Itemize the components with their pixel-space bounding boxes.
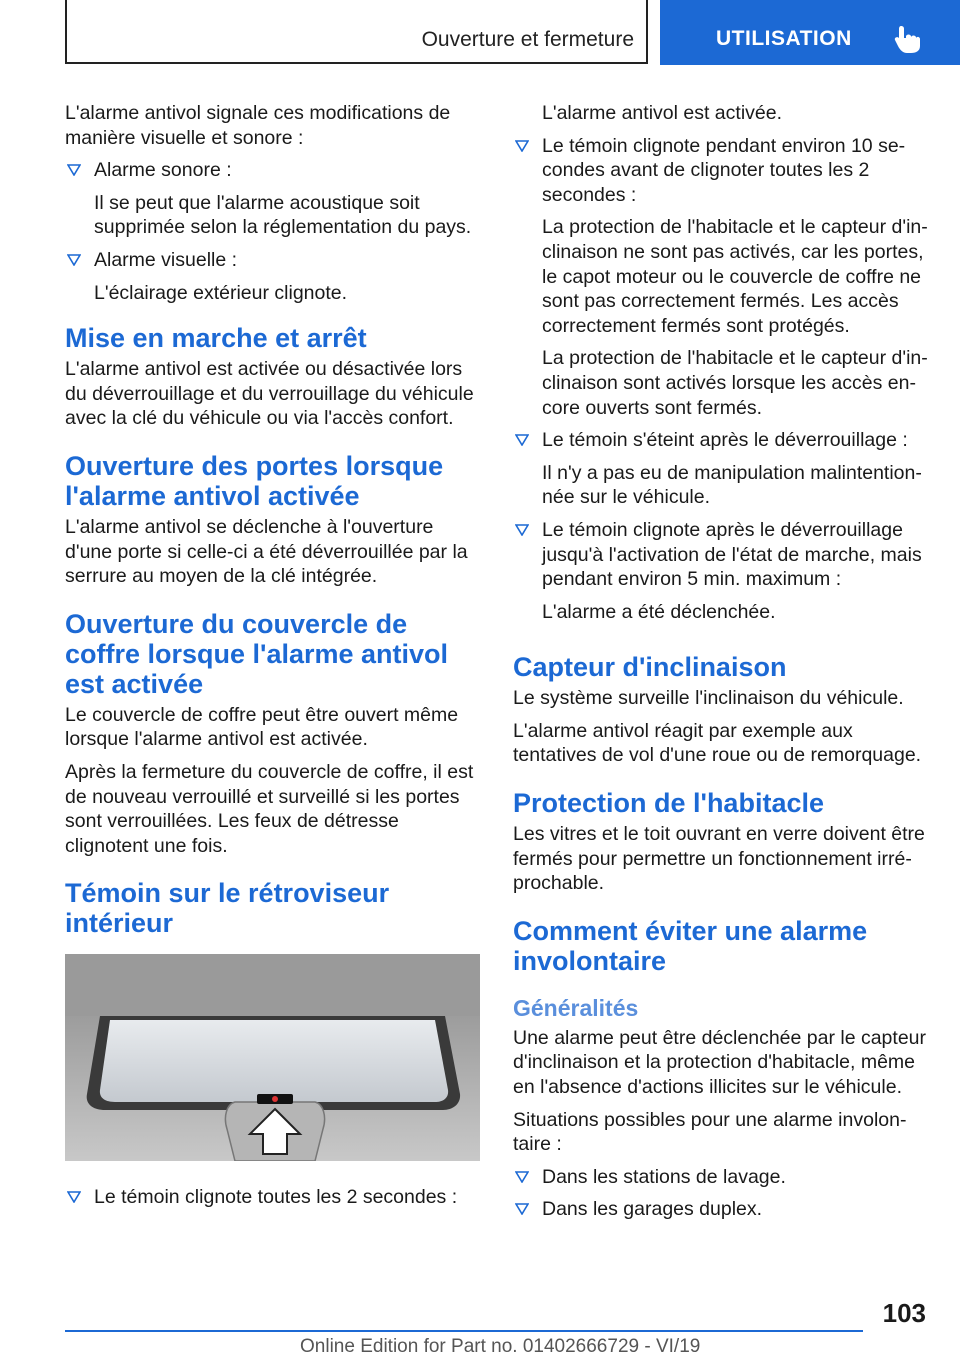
heading-doors: Ouverture des portes lorsque l'alarme antivol activée — [65, 450, 444, 511]
paragraph-trunk-1: Le couvercle de coffre peut être ouvert même lorsque l'alarme antivol est activée. — [65, 703, 459, 751]
bullet-label: Dans les garages duplex. — [542, 1198, 763, 1221]
list-item — [513, 1165, 931, 1190]
heading-general: Généralités — [513, 994, 639, 1021]
footer-rule — [65, 1330, 863, 1332]
footer-edition: Online Edition for Part no. 01402666729 - VI/19 — [300, 1336, 701, 1357]
list-item — [65, 248, 483, 273]
heading-on-off: Mise en marche et arrêt — [65, 323, 367, 354]
paragraph-general-1: Une alarme peut être déclenchée par le capteur d'inclinaison et la protection d'habitacle, même en l'absence d'actions illicites sur le véhicule. — [513, 1026, 927, 1099]
triangle-bullet-icon — [515, 434, 529, 446]
bullet-label: Le témoin s'éteint après le déverrouillage : — [542, 429, 908, 452]
bullet-label: Alarme visuelle : — [94, 248, 238, 271]
heading-tilt-sensor: Capteur d'inclinaison — [513, 652, 787, 683]
bullet-detail: L'alarme a été déclenchée. — [542, 600, 776, 623]
paragraph-cabin: Les vitres et le toit ouvrant en verre doivent être fermés pour permettre un fonctionnement irréprochable. — [513, 823, 925, 895]
bullet-detail: La protection de l'habitacle et le capteur d'inclinaison ne sont pas activés, car les portes, le capot moteur ou le couvercle de coffre ne sont pas correctement fermés. Les accès correctement fermés sont protégés. — [542, 216, 928, 337]
list-item — [513, 518, 931, 592]
page-number: 103 — [882, 1298, 926, 1328]
paragraph-tilt-2: L'alarme antivol réagit par exemple aux tentatives de vol d'une roue ou de remorquage. — [513, 719, 922, 767]
bullet-detail: L'éclairage extérieur clignote. — [94, 281, 348, 304]
left-column — [65, 101, 483, 1218]
triangle-bullet-icon — [515, 524, 529, 536]
triangle-bullet-icon — [515, 1203, 529, 1215]
intro-paragraph: L'alarme antivol signale ces modifications de manière visuelle et sonore : — [65, 102, 451, 149]
list-item — [513, 1197, 931, 1222]
triangle-bullet-icon — [67, 164, 81, 176]
paragraph-trunk-2: Après la fermeture du couvercle de coffre, il est de nouveau verrouillé et surveillé si les portes sont verrouillées. Les feux de détresse clignotent une fois. — [65, 760, 474, 857]
heading-trunk: Ouverture du couvercle de coffre lorsque l'alarme antivol est activée — [65, 608, 449, 699]
triangle-bullet-icon — [67, 254, 81, 266]
list-item — [65, 1185, 483, 1210]
bullet-label: Le témoin clignote pendant environ 10 secondes avant de clignoter toutes les 2 secondes : — [542, 134, 906, 206]
paragraph-on-off: L'alarme antivol est activée ou désactivée lors du déverrouillage et du verrouillage du véhicule avec la clé du véhicule ou via l'accès confort. — [65, 358, 474, 430]
bullet-detail: Il n'y a pas eu de manipulation malintentionnée sur le véhicule. — [542, 461, 922, 509]
chapter-tab-label: UTILISATION — [716, 27, 852, 50]
continued-detail: L'alarme antivol est activée. — [542, 102, 783, 124]
header-section-box — [65, 0, 648, 64]
heading-mirror: Témoin sur le rétroviseur intérieur — [65, 878, 390, 939]
list-item — [513, 134, 931, 208]
section-title: Ouverture et fermeture — [421, 28, 634, 51]
triangle-bullet-icon — [515, 1171, 529, 1183]
triangle-bullet-icon — [67, 1191, 81, 1203]
triangle-bullet-icon — [515, 140, 529, 152]
heading-avoid-alarm: Comment éviter une alarme involontaire — [513, 915, 868, 976]
paragraph-tilt-1: Le système surveille l'inclinaison du véhicule. — [513, 687, 904, 710]
list-item — [513, 428, 931, 453]
heading-cabin-protection: Protection de l'habitacle — [513, 788, 824, 819]
pointing-hand-icon — [894, 24, 922, 54]
bullet-label: Le témoin clignote après le déverrouillage jusqu'à l'activation de l'état de marche, mais pendant environ 5 min. maximum : — [542, 518, 922, 591]
bullet-detail: Il se peut que l'alarme acoustique soit supprimée selon la réglementation du pays. — [94, 191, 472, 239]
list-item — [65, 158, 483, 183]
rearview-mirror-illustration — [65, 954, 480, 1161]
bullet-label: Alarme sonore : — [94, 159, 232, 182]
paragraph-general-2: Situations possibles pour une alarme involontaire : — [513, 1108, 907, 1156]
right-column — [513, 101, 931, 1230]
bullet-label: Le témoin clignote toutes les 2 secondes : — [94, 1186, 458, 1209]
bullet-detail: La protection de l'habitacle et le capteur d'inclinaison sont activés lorsque les accès encore ouverts sont fermés. — [542, 347, 928, 419]
bullet-label: Dans les stations de lavage. — [542, 1165, 786, 1188]
paragraph-doors: L'alarme antivol se déclenche à l'ouverture d'une porte si celle-ci a été déverrouillée par la serrure au moyen de la clé intégrée. — [65, 515, 468, 588]
chapter-tab[interactable] — [660, 0, 960, 65]
